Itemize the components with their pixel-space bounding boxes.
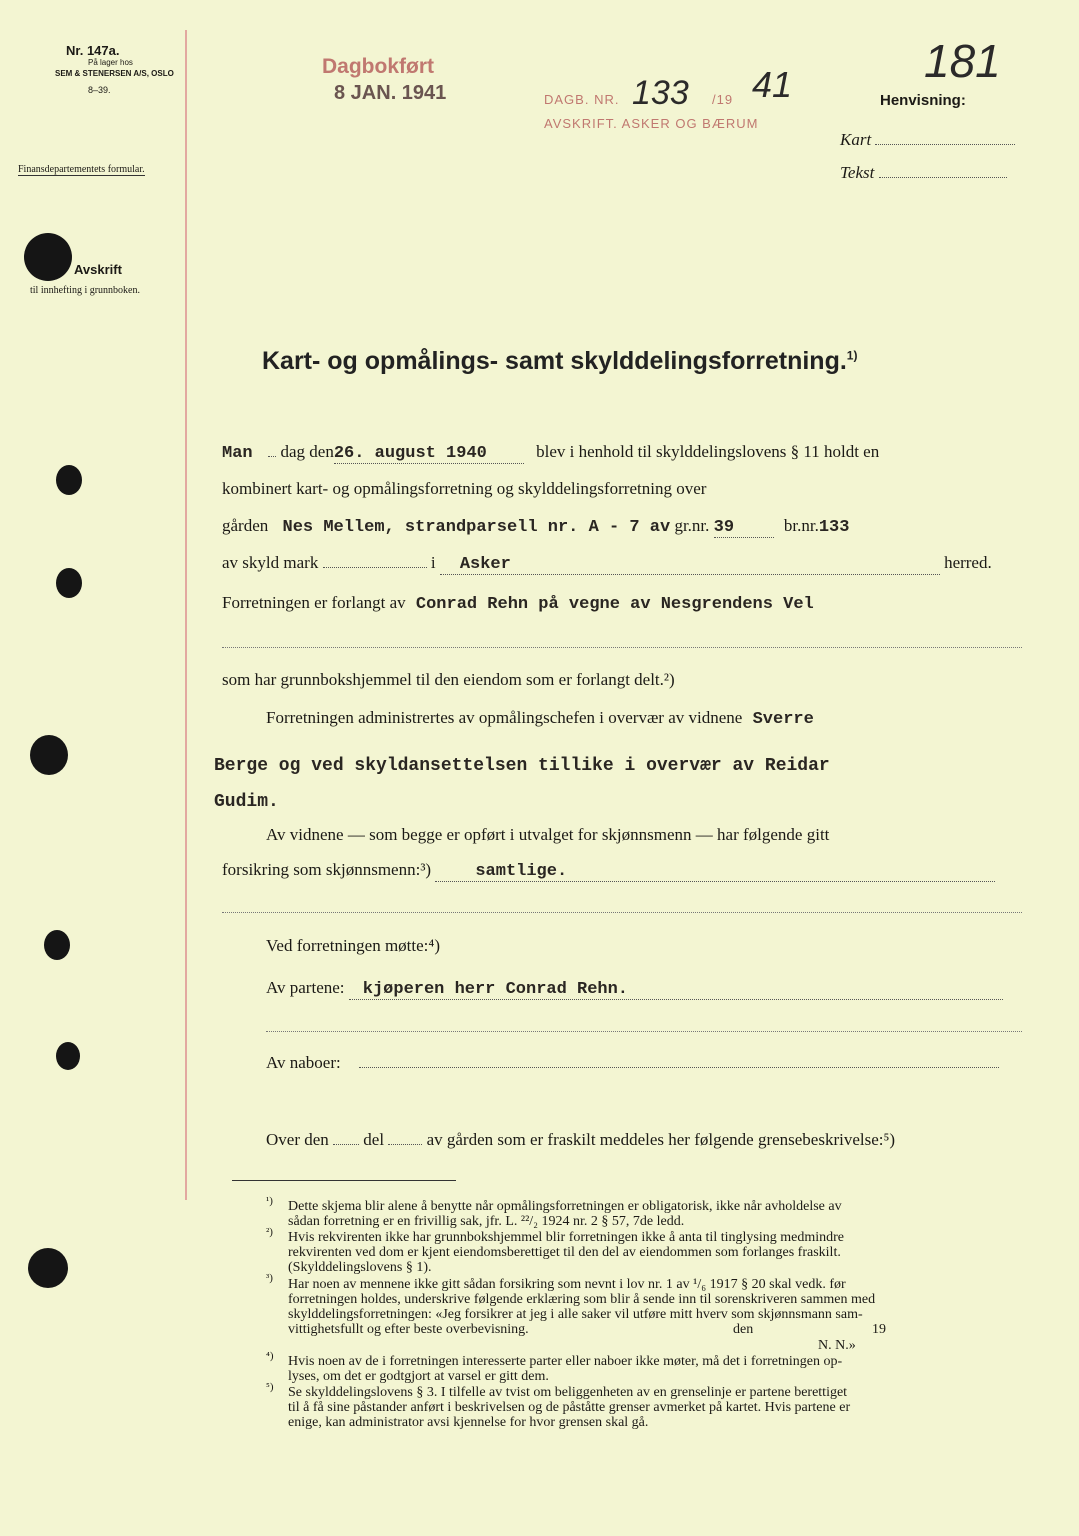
stamp-date: 8 JAN. 1941 <box>334 82 447 104</box>
reference-kart-label: Kart <box>840 130 872 149</box>
date-line-text: blev i henhold til skylddelingslovens § 11 holdt en <box>536 442 880 461</box>
blank-line <box>222 912 1022 913</box>
body-line-grense <box>266 1130 895 1150</box>
body-line-skyld <box>222 553 992 575</box>
over-den-label: Over den <box>266 1130 329 1149</box>
requester-label: Forretningen er forlangt av <box>222 593 406 612</box>
body-line-witness-end: Gudim. <box>214 792 279 812</box>
body-line-date <box>222 442 879 464</box>
footnote-3-marker: ³) <box>266 1272 273 1284</box>
weekday-field <box>268 456 276 457</box>
gnr-label: gr.nr. <box>674 516 710 535</box>
footnote-1-line: Dette skjema blir alene å benytte når opmålingsforretningen er obligatorisk, ikke når avholdelse av <box>288 1199 842 1214</box>
footnote-2-marker: ²) <box>266 1226 273 1238</box>
naboer-label: Av naboer: <box>266 1053 341 1072</box>
del-field <box>388 1144 422 1145</box>
avskrift-title: Avskrift <box>74 262 122 277</box>
footnote-4-marker: ⁴) <box>266 1350 274 1362</box>
witness-1-first: Sverre <box>752 710 814 729</box>
reference-tekst-label: Tekst <box>840 163 875 182</box>
weekday-value: Man <box>222 444 253 463</box>
footnote-3-year: 19 <box>872 1322 886 1337</box>
place-value: Asker <box>440 555 940 575</box>
body-line-naboer <box>266 1053 999 1073</box>
footnote-1-line: sådan forretning er en frivillig sak, jfr. L. ²²/₂ 1924 nr. 2 § 57, 7de ledd. <box>288 1214 685 1229</box>
body-line-forsikring <box>222 860 995 882</box>
date-label: dag den <box>280 442 334 461</box>
page-number: 181 <box>924 35 1001 87</box>
footnote-3-line: Har noen av mennene ikke gitt sådan forsikring som nevnt i lov nr. 1 av ¹/₆ 1917 § 20 skal vedk. før <box>288 1277 846 1292</box>
year-suffix: 41 <box>752 64 793 105</box>
dagb-nr-label: DAGB. NR. <box>544 92 620 107</box>
body-line-vidnene: Av vidnene — som begge er opført i utvalget for skjønnsmenn — har følgende gitt <box>266 825 830 844</box>
herred-label: herred. <box>944 553 992 572</box>
footnote-3-signature: N. N.» <box>818 1338 856 1353</box>
body-line-requester <box>222 593 814 614</box>
year-prefix: /19 <box>712 92 734 107</box>
body-line-kombinert: kombinert kart- og opmålingsforretning og skylddelingsforretning over <box>222 479 707 498</box>
avskrift-subtitle: til innhefting i grunnboken. <box>30 285 140 296</box>
body-line-partene <box>266 978 1003 1000</box>
printer-name: SEM & STENERSEN A/S, OSLO <box>55 69 174 78</box>
punch-hole <box>44 930 70 960</box>
dagbokfort-stamp: Dagbokført <box>322 55 434 78</box>
punch-hole <box>56 465 82 495</box>
footnote-3-line: skylddelingsforretningen: «Jeg forsikrer at jeg i alle saker vil utføre mitt hverv som skjønnsmann sam- <box>288 1307 863 1322</box>
punch-hole <box>56 568 82 598</box>
administrertes-text: Forretningen administrertes av opmålingschefen i overvær av vidnene <box>266 708 743 727</box>
footnote-3-line: vittighetsfullt og efter beste overbevisning. <box>288 1322 529 1337</box>
footnote-2-line: Hvis rekvirenten ikke har grunnbokshjemmel blir forretningen ikke å anta til tinglysing medmindre <box>288 1230 844 1245</box>
document-title <box>262 347 857 376</box>
footnote-5-line: enige, kan administrator avsi kjennelse for hvor grensen skal gå. <box>288 1415 649 1430</box>
dagb-number: 133 <box>632 74 689 112</box>
footnote-2-line: rekvirenten ved dom er kjent eiendomsberettiget til den del av eiendommen som forlanges fraskilt. <box>288 1245 841 1260</box>
punch-hole <box>28 1248 68 1288</box>
body-line-witnesses: Berge og ved skyldansettelsen tillike i overvær av Reidar <box>214 756 830 776</box>
farm-value: Nes Mellem, strandparsell nr. A - 7 av <box>282 518 671 537</box>
margin-line <box>185 30 187 1200</box>
footnote-5-line: til å få sine påstander anført i beskrivelsen og de påståtte grenser avmerket på kartet. Hvis partene er <box>288 1400 851 1415</box>
printer-line: På lager hos <box>88 58 133 67</box>
footnote-5-marker: ⁵) <box>266 1381 274 1393</box>
naboer-field <box>359 1067 999 1068</box>
partene-label: Av partene: <box>266 978 345 997</box>
body-line-farm <box>222 516 849 538</box>
punch-hole <box>30 735 68 775</box>
footnote-1-marker: ¹) <box>266 1195 273 1207</box>
footnote-5-line: Se skylddelingslovens § 3. I tilfelle av tvist om beliggenheten av en grenselinje er partene berettiget <box>288 1385 848 1400</box>
reference-tekst <box>840 163 1007 183</box>
body-line-motte: Ved forretningen møtte:⁴) <box>266 936 440 955</box>
reference-title: Henvisning: <box>880 92 966 109</box>
footnote-3-den: den <box>733 1322 754 1337</box>
reference-tekst-field <box>879 177 1007 178</box>
partene-value: kjøperen herr Conrad Rehn. <box>349 980 1003 1000</box>
farm-label: gården <box>222 516 269 535</box>
skyld-label: av skyld mark <box>222 553 319 572</box>
i-label: i <box>430 553 436 572</box>
over-den-field <box>333 1144 359 1145</box>
footnote-3-line: forretningen holdes, underskrive følgende erklæring som blir å sende inn til sorenskriveren sammen med <box>288 1292 876 1307</box>
date-value: 26. august 1940 <box>334 444 524 464</box>
blank-line <box>266 1031 1022 1032</box>
reference-kart <box>840 130 1015 150</box>
document-title-text: Kart- og opmålings- samt skylddelingsforretning. <box>262 347 847 375</box>
reference-kart-field <box>875 144 1015 145</box>
del-label: del <box>363 1130 385 1149</box>
forsikring-label: forsikring som skjønnsmenn:³) <box>222 860 432 879</box>
gnr-value: 39 <box>714 518 774 538</box>
punch-hole <box>56 1042 80 1070</box>
print-date: 8–39. <box>88 85 111 95</box>
skyld-field <box>323 567 427 568</box>
avskrift-stamp: AVSKRIFT. ASKER OG BÆRUM <box>544 116 759 131</box>
grense-text: av gården som er fraskilt meddeles her følgende grensebeskrivelse:⁵) <box>426 1130 896 1149</box>
form-number: Nr. 147a. <box>66 43 120 58</box>
title-footnote-ref: 1) <box>846 348 858 363</box>
footnote-4-line: Hvis noen av de i forretningen interesserte parter eller naboer ikke møter, må det i forretningen op- <box>288 1354 843 1369</box>
requester-value: Conrad Rehn på vegne av Nesgrendens Vel <box>415 595 814 614</box>
bnr-label: br.nr. <box>783 516 819 535</box>
footnote-4-line: lyses, om det er godtgjort at varsel er gitt dem. <box>288 1369 549 1384</box>
bnr-value: 133 <box>818 518 850 537</box>
body-line-administrertes <box>266 708 814 729</box>
footnote-separator <box>232 1180 456 1181</box>
ministry-label: Finansdepartementets formular. <box>18 164 145 175</box>
footnote-2-line: (Skylddelingslovens § 1). <box>288 1260 432 1275</box>
forsikring-value: samtlige. <box>435 862 995 882</box>
body-line-hjemmel: som har grunnbokshjemmel til den eiendom som er forlangt delt.²) <box>222 670 675 689</box>
blank-line <box>222 647 1022 648</box>
punch-hole <box>24 233 72 281</box>
